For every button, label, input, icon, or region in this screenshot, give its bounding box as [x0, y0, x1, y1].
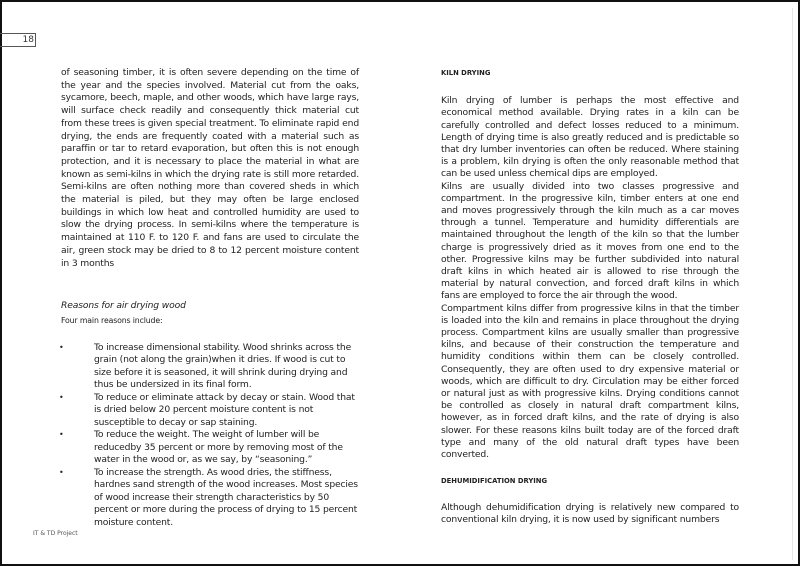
bullet-icon: • — [59, 392, 64, 402]
list-item — [59, 342, 364, 392]
reason-text: To reduce or eliminate attack by decay or stain. Wood that is dried below 20 percent moisture content is not susceptible to decay or sap staining. — [94, 391, 355, 428]
page-edge-line — [792, 8, 793, 560]
reason-text: To reduce the weight. The weight of lumber will be reducedby 35 percent or more by removing most of the water in the wood or, as we say, by “seasoning.” — [94, 429, 343, 466]
seasoning-paragraph: of seasoning timber, it is often severe depending on the time of the year and the species involved. Material cut from the oaks, sycamore, beech, maple, and other woods, which have large rays, will surface check readily and consequently thick material cut from these trees is given special treatment. To eliminate rapid end drying, the ends are frequently coated with a material such as paraffin or tar to retard evaporation, but often this is not enough protection, and it is necessary to place the material in what are known as semi-kilns in which the drying rate is still more retarded. Semi-kilns are often nothing more than covered sheds in which the material is piled, but they may often be large enclosed buildings in which low heat and controlled humidity are used to slow the drying process. In semi-kilns where the temperature is maintained at 110 F. to 120 F. and fans are used to circulate the air, green stock may be dried to 8 to 12 percent moisture content in 3 months — [61, 67, 359, 269]
kiln-drying-heading: KILN DRYING — [441, 69, 491, 77]
kiln-paragraph-2: Kilns are usually divided into two classes progressive and compartment. In the progressive kiln, timber enters at one end and moves progressively through the kiln much as a car moves through a tunnel. Temperature and humidity differentials are maintained throughout the length of the kiln so that the lumber charge is progressively dried as it moves from one end to the other. Progressive kilns may be further subdivided into natural draft kilns in which heated air is allowed to rise through the material by natural convection, and forced draft kilns in which fans are employed to force the air through the wood. — [441, 180, 739, 302]
left-page-column — [61, 67, 359, 529]
bullet-icon: • — [59, 430, 64, 440]
reason-text: To increase the strength. As wood dries, the stiffness, hardnes sand strength of the wood increases. Most species of wood increase their strength characteristics by 50 percent or more during the process of drying to 15 percent moisture content. — [94, 466, 358, 528]
bullet-icon: • — [59, 342, 64, 352]
list-item — [59, 429, 364, 467]
page-number: 18 — [0, 33, 36, 47]
dehumidification-heading: DEHUMIDIFICATION DRYING — [441, 477, 548, 486]
footer-project-label: IT & TD Project — [33, 530, 78, 537]
kiln-paragraph-1: Kiln drying of lumber is perhaps the most effective and economical method available. Drying rates in a kiln can be carefully controlled and defect losses reduced to a minimum. Length of drying time is also greatly reduced and is predictable so that dry lumber inventories can often be reduced. Where staining is a problem, kiln drying is often the only reasonable method that can be used unless chemical dips are employed. — [441, 95, 739, 180]
list-item — [59, 392, 364, 430]
dehumidification-paragraph: Although dehumidification drying is relatively new compared to conventional kiln drying, it is now used by significant numbers — [441, 501, 739, 525]
air-drying-subheading: Reasons for air drying wood — [61, 300, 186, 312]
bullet-icon: • — [59, 467, 64, 477]
list-item — [59, 467, 364, 530]
reason-text: To increase dimensional stability. Wood shrinks across the grain (not along the grain)when it dries. If wood is cut to size before it is seasoned, it will shrink during drying and thus be undersized in its final form. — [94, 341, 352, 391]
kiln-paragraph-3: Compartment kilns differ from progressive kilns in that the timber is loaded into the kiln and remains in place throughout the drying process. Compartment kilns are usually smaller than progressive kilns, and because of their construction the temperature and humidity conditions within them can be closely controlled. Consequently, they are often used to dry expensive material or woods, which are difficult to dry. Circulation may be either forced or natural just as with progressive kilns. Drying conditions cannot be controlled as closely in natural draft compartment kilns, however, as in forced draft kilns, and the rate of drying is also slower. For these reasons kilns built today are of the forced draft type and many of the old natural draft types have been converted. — [441, 302, 739, 461]
reasons-intro: Four main reasons include: — [61, 315, 163, 325]
right-page-column — [441, 67, 739, 526]
reasons-list — [59, 342, 357, 530]
